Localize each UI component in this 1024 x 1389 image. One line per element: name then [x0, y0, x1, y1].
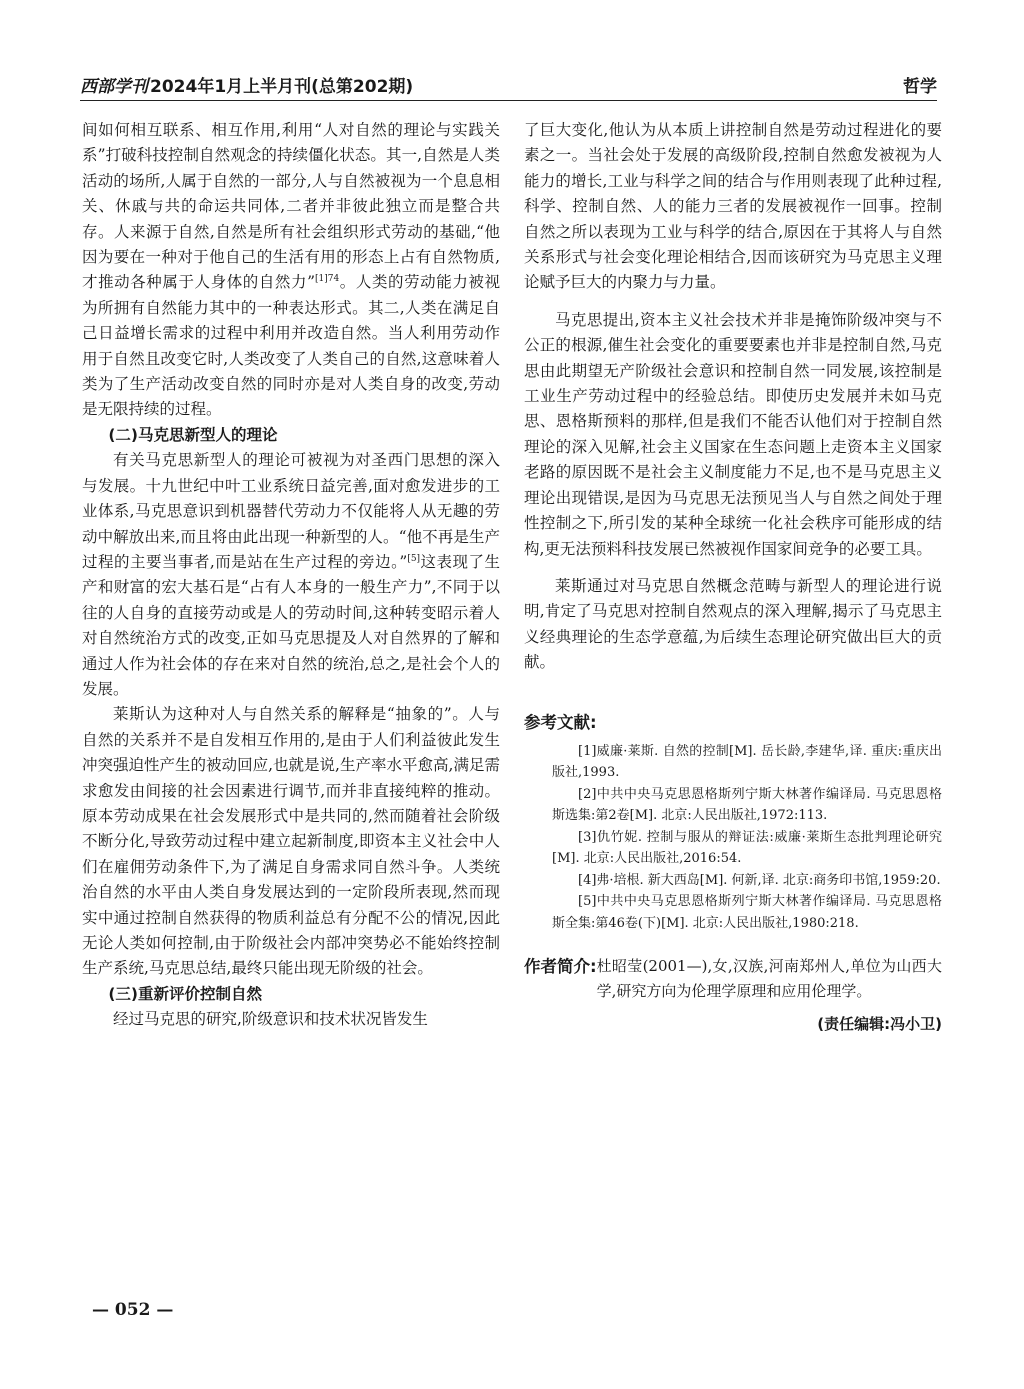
reference-item: [3]仇竹妮. 控制与服从的辩证法:威廉·莱斯生态批判理论研究[M]. 北京:人民出版社,2016:54.: [552, 829, 942, 867]
reference-item: [5]中共中央马克思恩格斯列宁斯大林著作编译局. 马克思恩格斯全集:第46卷(下)[M]. 北京:人民出版社,1980:218.: [552, 894, 942, 931]
page-number: — 052 —: [92, 1300, 174, 1320]
paragraph: 有关马克思新型人的理论可被视为对圣西门思想的深入与发展。十九世纪中叶工业系统日益完善,面对愈发进步的工业体系,马克思意识到机器替代劳动力不仅能将人从无趣的劳动中解放出来,而且将由此出现一种新型的人。“他不再是生产过程的主要当事者,而是站在生产过程的旁边。”[5]这表现了生产和财富的宏大基石是“占有人本身的一般生产力”,不同于以往的人自身的直接劳动或是人的劳动时间,这种转变昭示着人对自然统治方式的改变,正如马克思提及人对自然界的了解和通过人作为社会体的存在来对自然的统治,总之,是社会个人的发展。: [82, 451, 500, 698]
reference-item: [4]弗·培根. 新大西岛[M]. 何新,译. 北京:商务印书馆,1959:20.: [578, 872, 941, 888]
reference-item: [1]威廉·莱斯. 自然的控制[M]. 岳长龄,李建华,译. 重庆:重庆出版社,1993.: [552, 743, 942, 781]
editor-note: (责任编辑:冯小卫): [817, 1015, 942, 1034]
paragraph: 了巨大变化,他认为从本质上讲控制自然是劳动过程进化的要素之一。当社会处于发展的高级阶段,控制自然愈发被视为人能力的增长,工业与科学之间的结合与作用则表现了此种过程,科学、控制自然、人的能力三者的发展被视作一回事。控制自然之所以表现为工业与科学的结合,原因在于其将人与自然关系形式与社会变化理论相结合,因而该研究为马克思主义理论赋予巨大的内聚力与力量。: [524, 121, 942, 292]
citation: [5]: [407, 553, 421, 564]
journal-logo: 西部学刊: [80, 77, 148, 97]
running-header: [80, 70, 937, 101]
section-name: 哲学: [903, 77, 937, 97]
left-column: [82, 118, 500, 1033]
section-heading: (二)马克思新型人的理论: [108, 425, 278, 444]
paragraph: 莱斯通过对马克思自然概念范畴与新型人的理论进行说明,肯定了马克思对控制自然观点的深入理解,揭示了马克思主义经典理论的生态学意蕴,为后续生态理论研究做出巨大的贡献。: [524, 576, 942, 672]
paragraph: 经过马克思的研究,阶级意识和技术状况皆发生: [113, 1010, 428, 1029]
references-title: 参考文献:: [524, 712, 597, 732]
issue-info: 2024年1月上半月刊(总第202期): [150, 77, 414, 97]
section-heading: (三)重新评价控制自然: [108, 984, 263, 1003]
journal-info: [80, 72, 413, 97]
reference-list: [524, 741, 942, 935]
citation: [1]74: [315, 274, 340, 285]
author-bio: [524, 954, 942, 1004]
reference-item: [2]中共中央马克思恩格斯列宁斯大林著作编译局. 马克思恩格斯选集:第2卷[M]. 北京:人民出版社,1972:113.: [552, 786, 942, 824]
author-label: 作者简介:: [524, 957, 597, 977]
paragraph: 马克思提出,资本主义社会技术并非是掩饰阶级冲突与不公正的根源,催生社会变化的重要要素也并非是控制自然,马克思由此期望无产阶级社会意识和控制自然一同发展,该控制是工业生产劳动过程中的经验总结。即使历史发展并未如马克思、恩格斯预料的那样,但是我们不能否认他们对于控制自然理论的深入见解,社会主义国家在生态问题上走资本主义国家老路的原因既不是社会主义制度能力不足,也不是马克思主义理论出现错误,是因为马克思无法预见当人与自然之间处于理性控制之下,所引发的某种全球统一化社会秩序可能形成的结构,更无法预料科技发展已然被视作国家间竞争的必要工具。: [524, 310, 942, 558]
paragraph: 莱斯认为这种对人与自然关系的解释是“抽象的”。人与自然的关系并不是自发相互作用的,是由于人们利益彼此发生冲突强迫性产生的被动回应,也就是说,生产率水平愈高,满足需求愈发由间接的社会因素进行调节,而并非直接纯粹的推动。原本劳动成果在社会发展形式中是共同的,然而随着社会阶级不断分化,导致劳动过程中建立起新制度,即资本主义社会中人们在雇佣劳动条件下,为了满足自身需求同自然斗争。人类统治自然的水平由人类自身发展达到的一定阶段所表现,然而现实中通过控制自然获得的物质利益总有分配不公的情况,因此无论人类如何控制,由于阶级社会内部冲突势必不能始终控制生产系统,马克思总结,最终只能出现无阶级的社会。: [82, 705, 500, 978]
paragraph: 间如何相互联系、相互作用,利用“人对自然的理论与实践关系”打破科技控制自然观念的持续僵化状态。其一,自然是人类活动的场所,人属于自然的一部分,人与自然被视为一个息息相关、休戚与共的命运共同体,二者并非彼此独立而是整合共存。人来源于自然,自然是所有社会组织形式劳动的基础,“他因为要在一种对于他自己的生活有用的形态上占有自然物质,才推动各种属于人身体的自然力”$^{[1]74}$。人类的劳动能力被视为所拥有自然能力其中的一种表达形式。其二,人类在满足自己日益增长需求的过程中利用并改造自然。当人利用劳动作用于自然且改变它时,人类改变了人类自己的自然,这意味着人类为了生产活动改变自然的同时亦是对人类自身的改变,劳动是无限持续的过程。: [82, 121, 500, 419]
right-column: [524, 118, 942, 1038]
author-text: 杜昭莹(2001—),女,汉族,河南郑州人,单位为山西大学,研究方向为伦理学原理和应用伦理学。: [596, 957, 942, 1001]
